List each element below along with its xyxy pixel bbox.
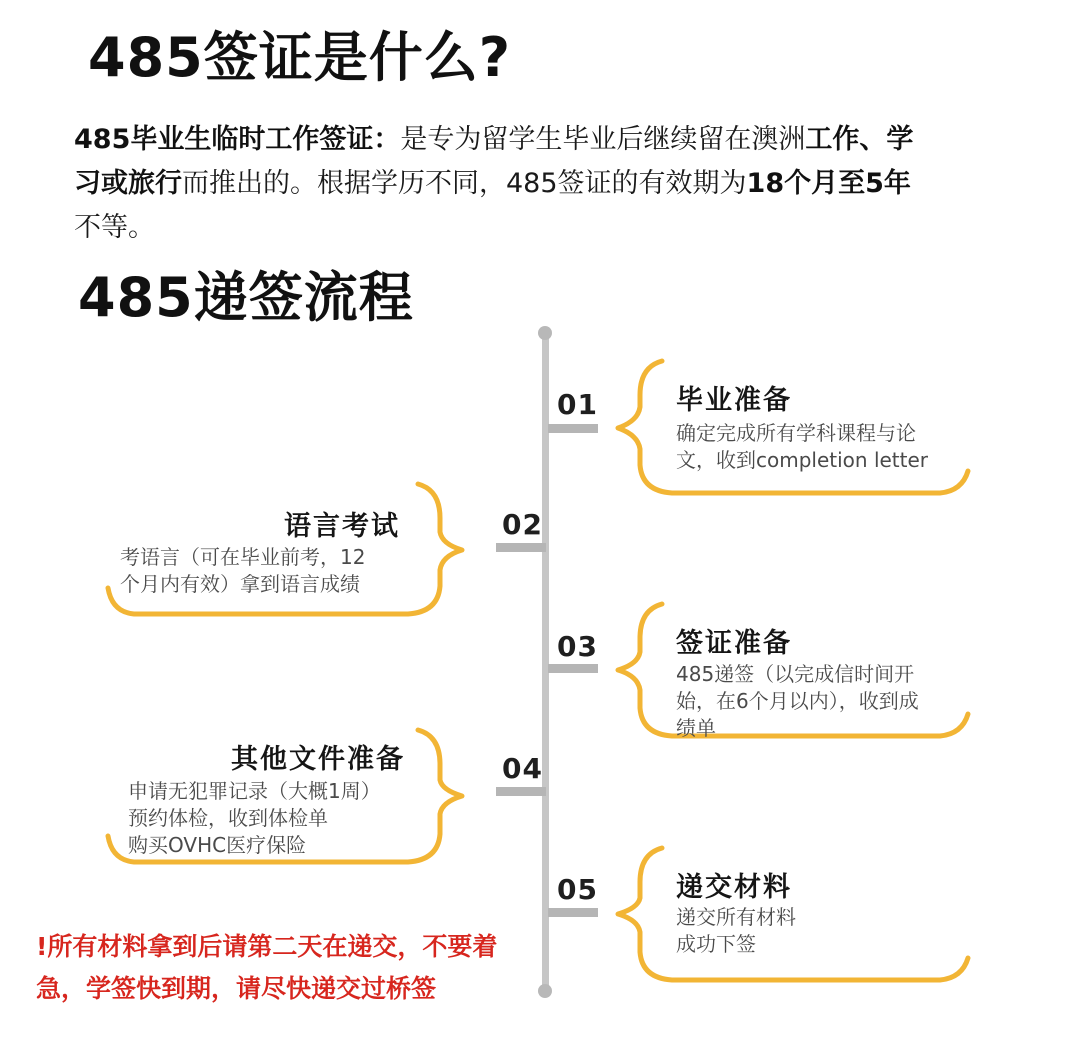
timeline-tick-03 [548, 664, 598, 673]
step-04-line-1: 申请无犯罪记录（大概1周） [128, 779, 381, 803]
intro-highlight-work: 工作、学 [805, 124, 914, 155]
step-05-line-2: 成功下签 [676, 932, 756, 956]
step-04-line-2: 预约体检，收到体检单 [128, 806, 328, 830]
intro-paragraph [74, 118, 1019, 250]
step-body-01 [676, 420, 928, 474]
intro-validity: 18个月至5年 [746, 168, 911, 199]
step-title-04: 其他文件准备 [231, 744, 405, 775]
step-body-02 [120, 544, 365, 598]
title-process [78, 268, 414, 328]
timeline-tick-02 [496, 543, 546, 552]
title-what-is-485-text: 485签证是什么? [88, 26, 512, 89]
step-03-line-1: 485递签（以完成信时间开 [676, 662, 915, 686]
title-what-is-485 [88, 28, 511, 88]
intro-line-2 [74, 162, 1019, 206]
step-03-line-2: 始，在6个月以内），收到成 [676, 689, 919, 713]
step-number-04: 04 [502, 752, 543, 785]
step-body-03 [676, 661, 919, 742]
step-number-01: 01 [557, 388, 598, 421]
timeline-top-dot [538, 326, 552, 340]
step-04-line-3: 购买OVHC医疗保险 [128, 833, 307, 857]
step-title-05: 递交材料 [676, 872, 792, 903]
step-title-03: 签证准备 [676, 628, 792, 659]
title-process-text: 485递签流程 [78, 266, 414, 329]
intro-visa-name: 485毕业生临时工作签证 [74, 124, 374, 155]
step-body-05 [676, 904, 796, 958]
step-05-line-1: 递交所有材料 [676, 905, 796, 929]
step-title-02: 语言考试 [284, 511, 400, 542]
step-01-line-1: 确定完成所有学科课程与论 [676, 421, 916, 445]
step-number-05: 05 [557, 873, 598, 906]
timeline-tick-04 [496, 787, 546, 796]
step-02-line-2: 个月内有效）拿到语言成绩 [120, 572, 360, 596]
step-number-03: 03 [557, 630, 598, 663]
intro-line-3 [74, 206, 1019, 250]
intro-text-2: 而推出的。根据学历不同，485签证的有效期为 [182, 168, 747, 199]
timeline-tick-01 [548, 424, 598, 433]
intro-line-1 [74, 118, 1019, 162]
intro-highlight-study: 习或旅行 [74, 168, 182, 199]
intro-text-1: 是专为留学生毕业后继续留在澳洲 [400, 124, 806, 155]
step-title-01: 毕业准备 [676, 385, 792, 416]
timeline-bottom-dot [538, 984, 552, 998]
intro-colon: ： [373, 124, 401, 155]
step-02-line-1: 考语言（可在毕业前考，12 [120, 545, 366, 569]
intro-text-3: 不等。 [74, 212, 155, 243]
step-01-line-2: 文，收到completion letter [676, 448, 929, 472]
step-body-04 [128, 778, 381, 859]
step-number-02: 02 [502, 508, 543, 541]
timeline-tick-05 [548, 908, 598, 917]
warning-note-line-1: !所有材料拿到后请第二天在递交，不要着 [36, 932, 498, 961]
step-03-line-3: 绩单 [676, 716, 716, 740]
warning-note [36, 926, 497, 1010]
warning-note-line-2: 急，学签快到期，请尽快递交过桥签 [36, 974, 437, 1003]
